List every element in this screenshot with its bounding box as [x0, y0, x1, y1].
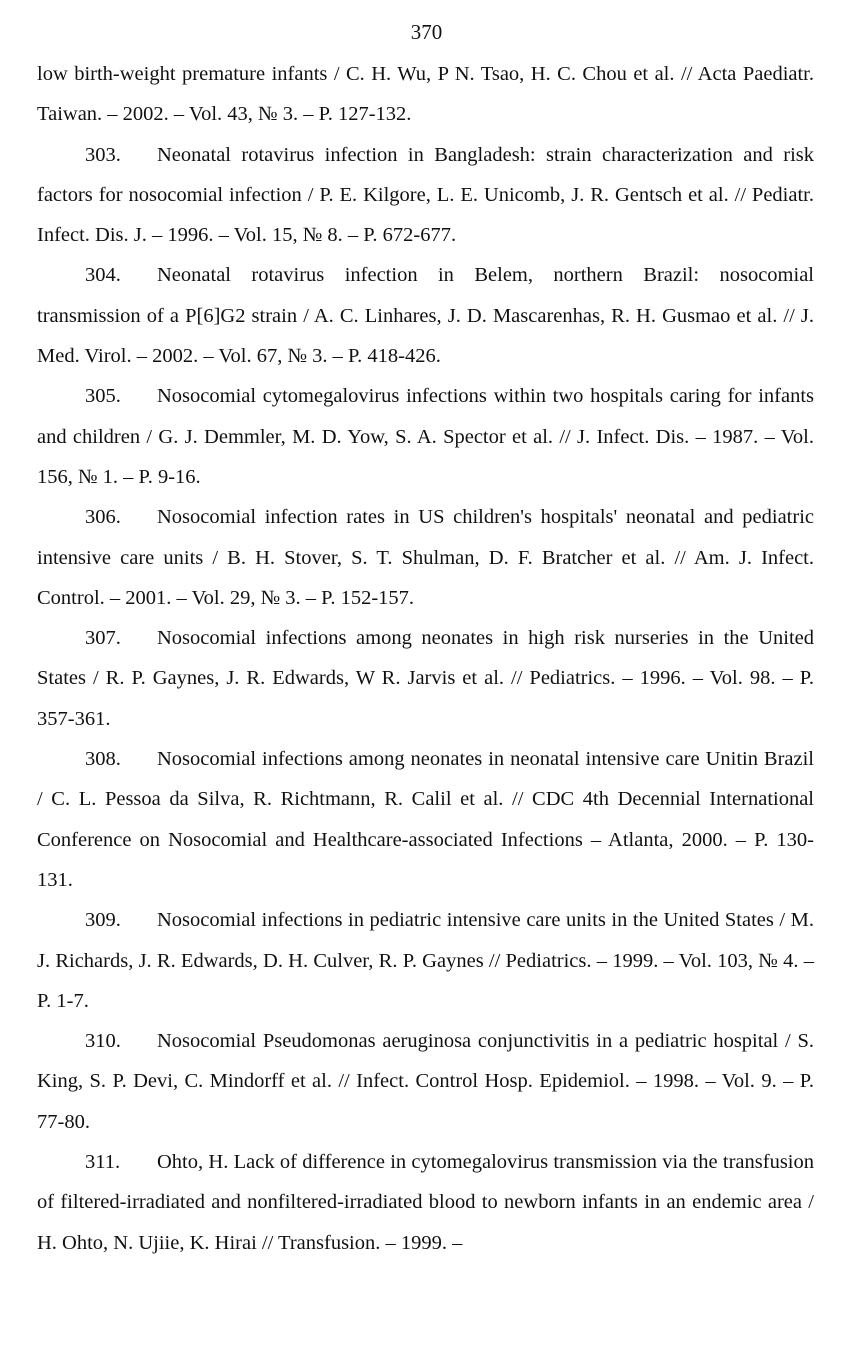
reference-item-310: [37, 1021, 814, 1142]
reference-number: 305.: [85, 385, 121, 408]
reference-item-306: [37, 497, 814, 618]
reference-item-307: [37, 618, 814, 739]
reference-text: Neonatal rotavirus infection in Belem, northern Brazil: nosocomial transmission of a P[6]G2 strain / A. C. Linhares, J. D. Mascarenhas, R. H. Gusmao et al. // J. Med. Virol. – 2002. – Vol. 67, № 3. – P. 418-426.: [37, 264, 814, 368]
reference-number: 304.: [85, 264, 121, 287]
reference-number: 308.: [85, 748, 121, 771]
reference-number: 306.: [85, 506, 121, 529]
reference-number: 303.: [85, 143, 121, 166]
reference-text: Nosocomial infection rates in US children's hospitals' neonatal and pediatric intensive care units / B. H. Stover, S. T. Shulman, D. F. Bratcher et al. // Am. J. Infect. Control. – 2001. – Vol. 29, № 3. – P. 152-157.: [37, 506, 814, 609]
reference-text: Nosocomial Pseudomonas aeruginosa conjunctivitis in a pediatric hospital / S. King, S. P. Devi, C. Mindorff et al. // Infect. Control Hosp. Epidemiol. – 1998. – Vol. 9. – P. 77-80.: [37, 1030, 814, 1133]
reference-continuation: low birth-weight premature infants / C. H. Wu, P N. Tsao, H. C. Chou et al. // Acta Paediatr. Taiwan. – 2002. – Vol. 43, № 3. – P. 127-132.: [37, 63, 814, 126]
reference-number: 307.: [85, 627, 121, 650]
reference-item-303: [37, 135, 814, 256]
reference-text: Nosocomial cytomegalovirus infections within two hospitals caring for infants and children / G. J. Demmler, M. D. Yow, S. A. Spector et al. // J. Infect. Dis. – 1987. – Vol. 156, № 1. – P. 9-16.: [37, 385, 814, 488]
reference-text: Nosocomial infections among neonates in neonatal intensive care Unitin Brazil / C. L. Pessoa da Silva, R. Richtmann, R. Calil et al. // CDC 4th Decennial International Conference on Nosocomial and Healthcare-associated Infections – Atlanta, 2000. – P. 130-131.: [37, 748, 814, 891]
reference-list: [37, 54, 814, 1263]
reference-text: Ohto, H. Lack of difference in cytomegalovirus transmission via the transfusion of filtered-irradiated and nonfiltered-irradiated blood to newborn infants in an endemic area / H. Ohto, N. Ujiie, K. Hirai // Transfusion. – 1999. –: [37, 1151, 814, 1254]
reference-text: Neonatal rotavirus infection in Bangladesh: strain characterization and risk factors for nosocomial infection / P. E. Kilgore, L. E. Unicomb, J. R. Gentsch et al. // Pediatr. Infect. Dis. J. – 1996. – Vol. 15, № 8. – P. 672-677.: [37, 143, 814, 247]
page-number: 370: [410, 20, 443, 44]
reference-number: 310.: [85, 1030, 121, 1053]
reference-item-309: [37, 900, 814, 1021]
reference-number: 311.: [85, 1151, 121, 1174]
reference-item-304: [37, 255, 814, 376]
reference-text: Nosocomial infections in pediatric intensive care units in the United States / M. J. Richards, J. R. Edwards, D. H. Culver, R. P. Gaynes // Pediatrics. – 1999. – Vol. 103, № 4. – P. 1-7.: [37, 909, 814, 1012]
reference-item-311: [37, 1142, 814, 1263]
reference-text: Nosocomial infections among neonates in high risk nurseries in the United States / R. P. Gaynes, J. R. Edwards, W R. Jarvis et al. // Pediatrics. – 1996. – Vol. 98. – P. 357-361.: [37, 627, 814, 730]
reference-item-305: [37, 376, 814, 497]
reference-item-308: [37, 739, 814, 900]
reference-number: 309.: [85, 909, 121, 932]
